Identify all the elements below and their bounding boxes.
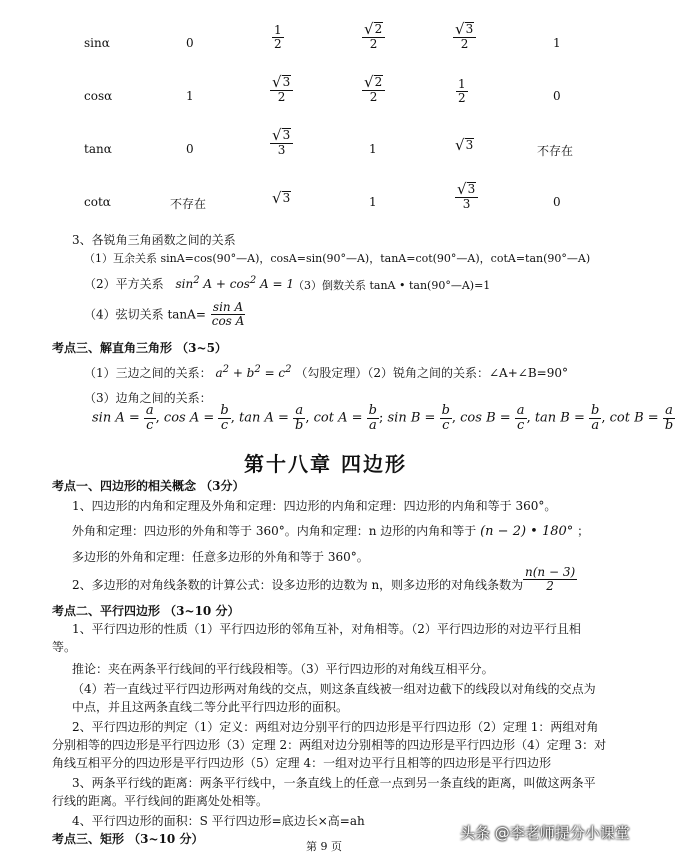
- cell: 0: [186, 142, 194, 156]
- cell-frac: √ 3 2: [270, 75, 293, 104]
- cell-sqrt: √ 3: [455, 136, 474, 154]
- paragraph-line: 等。: [52, 640, 77, 654]
- paragraph-line: 2、平行四边形的判定（1）定义：两组对边分别平行的四边形是平行四边形（2）定理 1：两组对角: [72, 720, 599, 734]
- section-heading: 3、各锐角三角函数之间的关系: [72, 233, 236, 247]
- kaodian-heading: 考点三、矩形 （3~10 分）: [52, 832, 204, 846]
- kaodian-heading: 考点一、四边形的相关概念 （3分）: [52, 479, 245, 493]
- cell: 0: [553, 195, 561, 209]
- edge-angle-label: （3）边角之间的关系：: [84, 391, 212, 405]
- paragraph-line: 1、平行四边形的性质（1）平行四边形的邻角互补，对角相等。（2）平行四边形的对边平行且相: [72, 622, 581, 636]
- relation-square-label: （2）平方关系: [84, 277, 164, 291]
- relation-square: [84, 275, 294, 292]
- paragraph-line: 行线的距离。平行线间的距离处处相等。: [52, 794, 269, 808]
- paragraph-line: 中点，并且这两条直线二等分此平行四边形的面积。: [72, 700, 349, 714]
- relation-quotient: [84, 301, 246, 327]
- row-label-sin: sinα: [84, 36, 110, 50]
- cell-sqrt: √ 3: [272, 189, 291, 207]
- edge-angle-equations: sin A = $\frac{a}{c}$ , cos A = $\frac{b}{c}$ , tan A = $\frac{a}{b}$ , cot A = $\frac{b}{a}$ ; sin B = $\frac{b}{c}$ , cos B = $\frac{a}{c}$ , tan B = $\frac{b}{a}$ , cot B = $\frac{a}{b}$: [92, 403, 674, 433]
- cell-frac: √ 3 2: [453, 22, 476, 51]
- paragraph-line: 2、多边形的对角线条数的计算公式：设多边形的边数为 n，则多边形的对角线条数为: [72, 578, 524, 592]
- cell-frac: $\frac{1}{2}$: [458, 77, 466, 105]
- cell: 1: [186, 89, 194, 103]
- relation-square-eq: $\sin^2 A + \cos^2 A = 1$: [175, 275, 295, 291]
- cell: 不存在: [537, 144, 574, 158]
- paragraph-line: 多边形的外角和定理：任意多边形的外角和等于 360°。: [72, 550, 369, 564]
- relation-quotient-label: （4）弦切关系 tanA=: [84, 307, 206, 322]
- cell-frac: √ 3 3: [270, 128, 293, 157]
- cell: 1: [553, 36, 561, 50]
- side-relation-rest: （勾股定理）（2）锐角之间的关系：∠A+∠B=90°: [295, 366, 568, 380]
- watermark: 头条 @李老师提分小课堂: [460, 824, 630, 842]
- paragraph-line: 角线互相平分的四边形是平行四边形（5）定理 4：一组对边平行且相等的四边形是平行四边形: [52, 756, 552, 770]
- side-relation: [84, 364, 568, 381]
- cell: 不存在: [170, 197, 207, 211]
- paragraph-line: [72, 522, 589, 539]
- paragraph-text: ；: [577, 524, 590, 538]
- chapter-title: 第十八章 四边形: [244, 452, 407, 476]
- cell-frac: √ 2 2: [362, 75, 385, 104]
- paragraph-line: 推论：夹在两条平行线间的平行线段相等。（3）平行四边形的对角线互相平分。: [72, 662, 494, 676]
- cell-frac: $\frac{1}{2}$: [274, 23, 282, 51]
- cell: 0: [186, 36, 194, 50]
- quotient-frac: $\frac{\text{sin A}}{\text{cos A}}$: [211, 300, 245, 328]
- cell: 1: [369, 142, 377, 156]
- paragraph-line: 3、两条平行线的距离：两条平行线中，一条直线上的任意一点到另一条直线的距离，叫做这两条平: [72, 776, 596, 790]
- paragraph-line: 1、四边形的内角和定理及外角和定理：四边形的内角和定理：四边形的内角和等于 360°。: [72, 499, 557, 513]
- cell: 0: [553, 89, 561, 103]
- row-label-cot: cotα: [84, 195, 111, 209]
- cell-frac: √ 2 2: [362, 22, 385, 51]
- paragraph-line: 4、平行四边形的面积：S 平行四边形=底边长×高=ah: [72, 814, 365, 828]
- row-label-cos: cosα: [84, 89, 113, 103]
- paragraph-line: （4）若一直线过平行四边形两对角线的交点，则这条直线被一组对边截下的线段以对角线的交点为: [72, 682, 596, 696]
- cell: 1: [369, 195, 377, 209]
- row-label-tan: tanα: [84, 142, 112, 156]
- relation-complement: （1）互余关系 sinA=cos(90°—A)，cosA=sin(90°—A)，tanA=cot(90°—A)，cotA=tan(90°—A): [84, 252, 591, 265]
- kaodian-heading: 考点三、解直角三角形 （3~5）: [52, 341, 227, 355]
- interior-angle-eq: (n − 2) • 180°: [480, 524, 574, 539]
- paragraph-text: 外角和定理：四边形的外角和等于 360°。内角和定理：n 边形的内角和等于: [72, 524, 477, 538]
- relation-reciprocal: （3）倒数关系 tanA • tan(90°—A)=1: [293, 279, 491, 292]
- kaodian-heading: 考点二、平行四边形 （3~10 分）: [52, 604, 240, 618]
- paragraph-line: 分别相等的四边形是平行四边形（3）定理 2：两组对边分别相等的四边形是平行四边形（4）定理 3：对: [52, 738, 607, 752]
- diagonal-count-frac: $\frac{n(n - 3)}{2}$: [525, 565, 576, 593]
- page-number: 第 9 页: [306, 840, 342, 853]
- cell-frac: √ 3 3: [455, 182, 478, 211]
- side-relation-label: （1）三边之间的关系：: [84, 366, 212, 380]
- pythagoras-eq: $a^2 + b^2 = c^2$: [215, 364, 292, 380]
